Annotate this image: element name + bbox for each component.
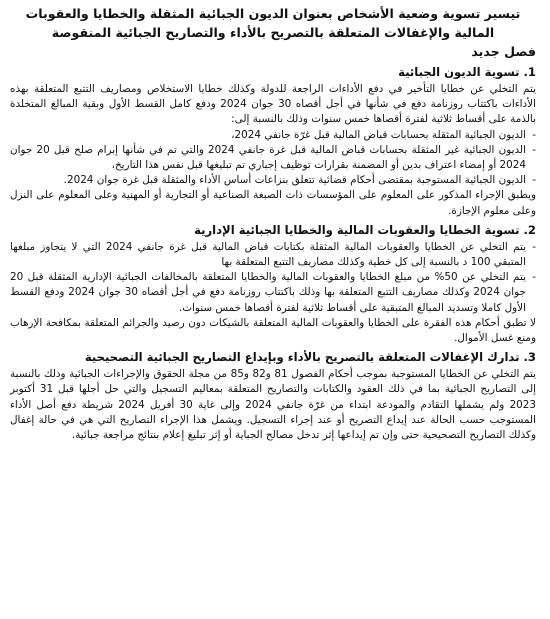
section-2 <box>10 222 536 346</box>
section-3 <box>10 349 536 443</box>
section-1-title: 1. تسوية الديون الجبائية <box>398 65 536 79</box>
section-3-title: 3. تدارك الإغفالات المتعلقة بالتصريح بالأداء وبإيداع التصاريح الجبائية التصحيحية <box>84 350 536 365</box>
list-item: - الديون الجبائية المستوجبة بمقتضى أحكام قضائية تتعلق بنزاعات أساس الأداء والمثقلة قبل غرة جوان 2024. <box>10 173 536 188</box>
section-1-outro: ويطبق الإجراء المذكور على المعلوم على المؤسسات ذات الصبغة الصناعية أو التجارية أو المهنية وعلى المعلوم على النزل وعلى معلوم الإجازة. <box>10 189 536 217</box>
title-line-1: تيسير تسوية وضعية الأشخاص بعنوان الديون الجبائية المثقلة والخطايا والعقوبات <box>25 6 521 21</box>
document-title <box>10 4 536 42</box>
section-1-list <box>10 128 536 189</box>
section-2-list <box>10 240 536 316</box>
section-2-title: 2. تسوية الخطايا والعقوبات المالية والخطايا الجبائية الإدارية <box>194 222 536 237</box>
chapter-label: فصل جديد <box>471 44 536 59</box>
section-1-intro: يتم التخلي عن خطايا التأخير في دفع الأداءات الراجعة للدولة وكذلك خطايا الاستخلاص ومصاريف التتبع المتعلقة بهذه الأداءات باكتتاب روزنامة دفع في شأنها في أجل أقصاه 30 جوان 2024 ودفع كامل القسط الأول وبقية المبالغ المتخلدة بالذمة على أقساط ثلاثية لفترة أقصاها خمس سنوات وذلك بالنسبة إلى: <box>10 83 536 126</box>
section-2-outro: لا تطبق أحكام هذه الفقرة على الخطايا والعقوبات المالية المتعلقة بالشيكات دون رصيد والجرائم المتعلقة بمكافحة الإرهاب ومنع غسل الأموال. <box>10 316 536 345</box>
section-3-body: يتم التخلي عن الخطايا المستوجبة بموجب أحكام الفصول 81 و82 و85 من مجلة الحقوق والإجراءات الجبائية وذلك بالنسبة إلى التصاريح الجبائية بما في ذلك العقود والكتابات والتصاريح المتعلقة بمعاليم التسجيل والتي حل أجلها قبل 31 أكتوبر 2023 ولم يشملها التقادم والمودعة ابتداء من غرّة جانفي 2024 وإلى غاية 30 أفريل 2024 شريطة دفع أصل الأداء المستوجب حسب الحالة عند إيداع التصريح أو عند إجراء التسجيل. ويشمل هذا الإجراء التصاريح التي هي في حالة إغفال وكذلك التصاريح التصحيحية حتى وإن تم إيداعها إثر تدخل مصالح الجباية أو إثر تبليغ إعلام بنتائج مراجعة جبائية. <box>10 368 537 442</box>
list-item: - يتم التخلي عن 50% من مبلغ الخطايا والعقوبات المالية والخطايا المتعلقة بالمخالفات الجبائية الإدارية المثقلة قبل 20 جوان 2024 وكذلك مصاريف التتبع المتعلقة بها وذلك باكتتاب روزنامة دفع في أجل أقصاه 30 جوان 2024 ودفع القسط الأول كاملا وتسديد المبالغ المتبقية على أقساط ثلاثية لفترة أقصاها خمس سنوات. <box>10 270 536 316</box>
list-item: - الديون الجبائية غير المثقلة بحسابات قباض المالية قبل غرة جانفي 2024 والتي تم في شأنها إبرام صلح قبل 20 جوان 2024 أو إمضاء اعتراف بدين أو المضمنة بقرارات توظيف إجباري تم تبليغها قبل نفس هذا التاريخ، <box>10 143 536 173</box>
section-1 <box>10 64 536 219</box>
list-item: - الديون الجبائية المثقلة بحسابات قباض المالية قبل غرّة جانفي 2024، <box>10 128 536 143</box>
list-item: - يتم التخلي عن الخطايا والعقوبات المالية المثقلة بكتابات قباض المالية قبل غرة جانفي 2024 التي لا يتجاوز مبلغها المتبقي 100 د بالنسبة إلى كل خطية وكذلك مصاريف التتبع المتعلقة بها <box>10 240 536 270</box>
title-line-2: المالية والإغفالات المتعلقة بالتصريح بالأداء والتصاريح الجبائية المنقوصة <box>51 25 495 40</box>
